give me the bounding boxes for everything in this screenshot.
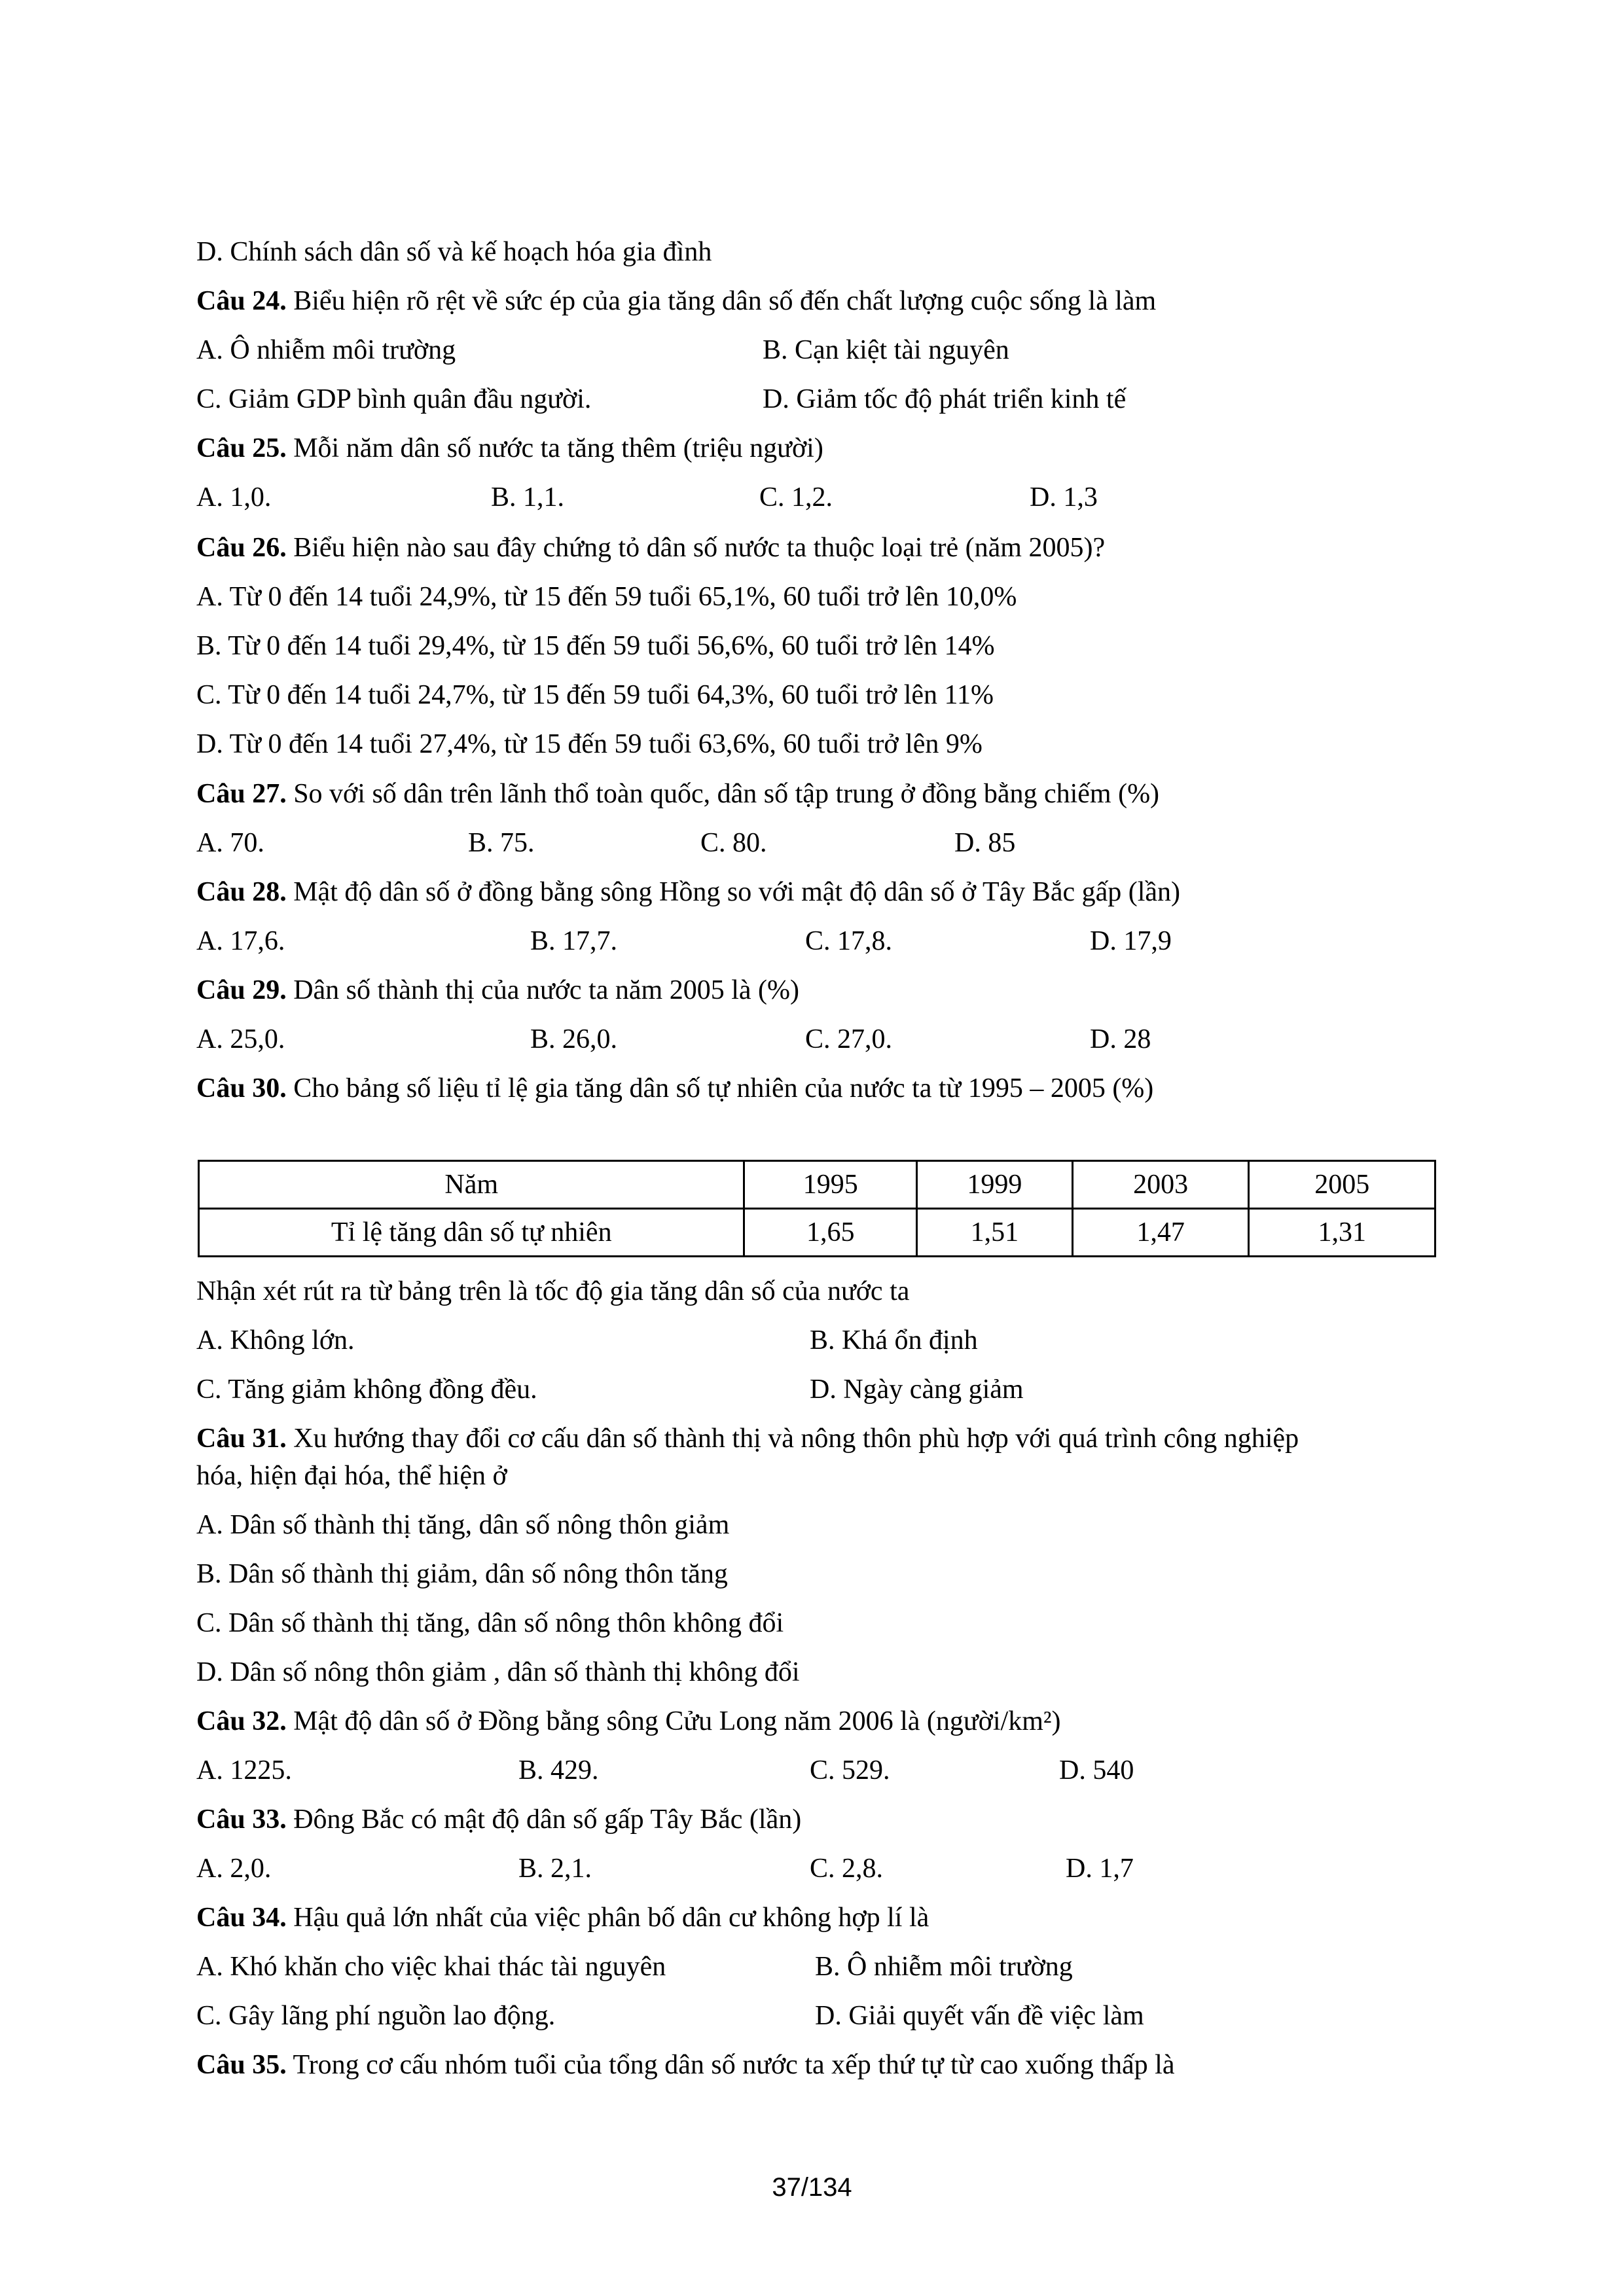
q30-option-c: C. Tăng giảm không đồng đều. — [196, 1374, 537, 1405]
q28-option-d: D. 17,9 — [1090, 926, 1172, 956]
q32-label: Câu 32. — [196, 1706, 287, 1736]
q31-label: Câu 31. — [196, 1424, 287, 1454]
q30-option-d: D. Ngày càng giảm — [810, 1374, 1024, 1405]
table-cell: 1,47 — [1072, 1209, 1249, 1257]
table-cell: 1999 — [917, 1161, 1073, 1209]
q25-text: Mỗi năm dân số nước ta tăng thêm (triệu người) — [293, 433, 823, 463]
q26-question — [196, 531, 1105, 564]
q24-option-a: A. Ô nhiễm môi trường — [196, 335, 456, 365]
q31-option-c: C. Dân số thành thị tăng, dân số nông thôn không đổi — [196, 1608, 784, 1638]
q31-option-a: A. Dân số thành thị tăng, dân số nông thôn giảm — [196, 1510, 730, 1540]
q33-option-d: D. 1,7 — [1066, 1854, 1134, 1884]
q28-question — [196, 876, 1180, 908]
q28-option-b: B. 17,7. — [530, 926, 618, 956]
page-number: 37/134 — [772, 2173, 852, 2202]
q32-text: Mật độ dân số ở Đồng bằng sông Cửu Long năm 2006 là (người/km²) — [293, 1706, 1061, 1736]
q26-option-b: B. Từ 0 đến 14 tuổi 29,4%, từ 15 đến 59 tuổi 56,6%, 60 tuổi trở lên 14% — [196, 631, 995, 661]
q31-text: Xu hướng thay đổi cơ cấu dân số thành thị và nông thôn phù hợp với quá trình công nghiệp — [293, 1424, 1299, 1454]
q29-option-c: C. 27,0. — [805, 1024, 893, 1054]
q33-label: Câu 33. — [196, 1804, 287, 1835]
q24-option-d: D. Giảm tốc độ phát triển kinh tế — [763, 384, 1127, 414]
q31-option-d: D. Dân số nông thôn giảm , dân số thành thị không đổi — [196, 1657, 800, 1687]
q27-option-a: A. 70. — [196, 828, 264, 858]
table-cell: 1,65 — [744, 1209, 917, 1257]
q25-option-b: B. 1,1. — [491, 482, 565, 512]
table-cell: 2003 — [1072, 1161, 1249, 1209]
q28-option-a: A. 17,6. — [196, 926, 285, 956]
q29-label: Câu 29. — [196, 975, 287, 1005]
q30-label: Câu 30. — [196, 1073, 287, 1103]
q27-option-d: D. 85 — [954, 828, 1016, 858]
q32-option-d: D. 540 — [1059, 1755, 1134, 1785]
q30-note: Nhận xét rút ra từ bảng trên là tốc độ gia tăng dân số của nước ta — [196, 1276, 910, 1306]
q35-question — [196, 2049, 1174, 2081]
table-cell: Năm — [199, 1161, 744, 1209]
q29-text: Dân số thành thị của nước ta năm 2005 là (%) — [293, 975, 799, 1005]
q23-option-d: D. Chính sách dân số và kế hoạch hóa gia đình — [196, 237, 712, 267]
q27-option-b: B. 75. — [468, 828, 535, 858]
q26-text: Biểu hiện nào sau đây chứng tỏ dân số nước ta thuộc loại trẻ (năm 2005)? — [293, 533, 1106, 563]
table-cell: Tỉ lệ tăng dân số tự nhiên — [199, 1209, 744, 1257]
q29-option-a: A. 25,0. — [196, 1024, 285, 1054]
table-cell: 1,51 — [917, 1209, 1073, 1257]
q31-question — [196, 1422, 1299, 1455]
q24-question — [196, 285, 1156, 317]
q33-text: Đông Bắc có mật độ dân số gấp Tây Bắc (lần) — [293, 1804, 802, 1835]
q30-text: Cho bảng số liệu tỉ lệ gia tăng dân số tự nhiên của nước ta từ 1995 – 2005 (%) — [293, 1073, 1154, 1103]
q31-option-b: B. Dân số thành thị giảm, dân số nông thôn tăng — [196, 1559, 728, 1589]
q28-label: Câu 28. — [196, 877, 287, 907]
q34-text: Hậu quả lớn nhất của việc phân bố dân cư không hợp lí là — [293, 1903, 929, 1933]
q34-option-a: A. Khó khăn cho việc khai thác tài nguyên — [196, 1952, 666, 1982]
q24-option-c: C. Giảm GDP bình quân đầu người. — [196, 384, 592, 414]
q24-text: Biểu hiện rõ rệt về sức ép của gia tăng dân số đến chất lượng cuộc sống là làm — [293, 286, 1157, 316]
q30-option-b: B. Khá ổn định — [810, 1325, 978, 1355]
q27-text: So với số dân trên lãnh thổ toàn quốc, dân số tập trung ở đồng bằng chiếm (%) — [293, 779, 1160, 809]
q27-question — [196, 778, 1159, 810]
q32-question — [196, 1705, 1060, 1738]
q32-option-c: C. 529. — [810, 1755, 890, 1785]
q29-option-d: D. 28 — [1090, 1024, 1151, 1054]
q25-option-d: D. 1,3 — [1030, 482, 1098, 512]
q33-question — [196, 1803, 801, 1836]
q26-option-a: A. Từ 0 đến 14 tuổi 24,9%, từ 15 đến 59 tuổi 65,1%, 60 tuổi trở lên 10,0% — [196, 582, 1017, 612]
table-cell: 1,31 — [1249, 1209, 1435, 1257]
population-growth-table — [198, 1160, 1436, 1257]
q24-label: Câu 24. — [196, 286, 287, 316]
q33-option-a: A. 2,0. — [196, 1854, 272, 1884]
table-cell: 2005 — [1249, 1161, 1435, 1209]
q27-label: Câu 27. — [196, 779, 287, 809]
q26-option-d: D. Từ 0 đến 14 tuổi 27,4%, từ 15 đến 59 tuổi 63,6%, 60 tuổi trở lên 9% — [196, 729, 983, 759]
q27-option-c: C. 80. — [700, 828, 767, 858]
q34-option-b: B. Ô nhiễm môi trường — [815, 1952, 1073, 1982]
q30-option-a: A. Không lớn. — [196, 1325, 355, 1355]
table-header-row — [199, 1161, 1435, 1209]
table-cell: 1995 — [744, 1161, 917, 1209]
q33-option-c: C. 2,8. — [810, 1854, 884, 1884]
q26-option-c: C. Từ 0 đến 14 tuổi 24,7%, từ 15 đến 59 tuổi 64,3%, 60 tuổi trở lên 11% — [196, 680, 994, 710]
q25-option-c: C. 1,2. — [759, 482, 833, 512]
table-row — [199, 1209, 1435, 1257]
q28-option-c: C. 17,8. — [805, 926, 893, 956]
q29-option-b: B. 26,0. — [530, 1024, 618, 1054]
q35-text: Trong cơ cấu nhóm tuổi của tổng dân số nước ta xếp thứ tự từ cao xuống thấp là — [293, 2050, 1175, 2080]
q29-question — [196, 974, 799, 1007]
q30-question — [196, 1072, 1153, 1105]
q25-option-a: A. 1,0. — [196, 482, 272, 512]
q34-option-d: D. Giải quyết vấn đề việc làm — [815, 2001, 1144, 2031]
q31-text-continued: hóa, hiện đại hóa, thể hiện ở — [196, 1461, 507, 1491]
q32-option-a: A. 1225. — [196, 1755, 292, 1785]
q25-question — [196, 432, 823, 465]
q34-option-c: C. Gây lãng phí nguồn lao động. — [196, 2001, 556, 2031]
q24-option-b: B. Cạn kiệt tài nguyên — [763, 335, 1009, 365]
q26-label: Câu 26. — [196, 533, 287, 563]
q35-label: Câu 35. — [196, 2050, 287, 2080]
q25-label: Câu 25. — [196, 433, 287, 463]
q28-text: Mật độ dân số ở đồng bằng sông Hồng so với mật độ dân số ở Tây Bắc gấp (lần) — [293, 877, 1181, 907]
q32-option-b: B. 429. — [518, 1755, 599, 1785]
q33-option-b: B. 2,1. — [518, 1854, 592, 1884]
q34-question — [196, 1901, 929, 1934]
q34-label: Câu 34. — [196, 1903, 287, 1933]
